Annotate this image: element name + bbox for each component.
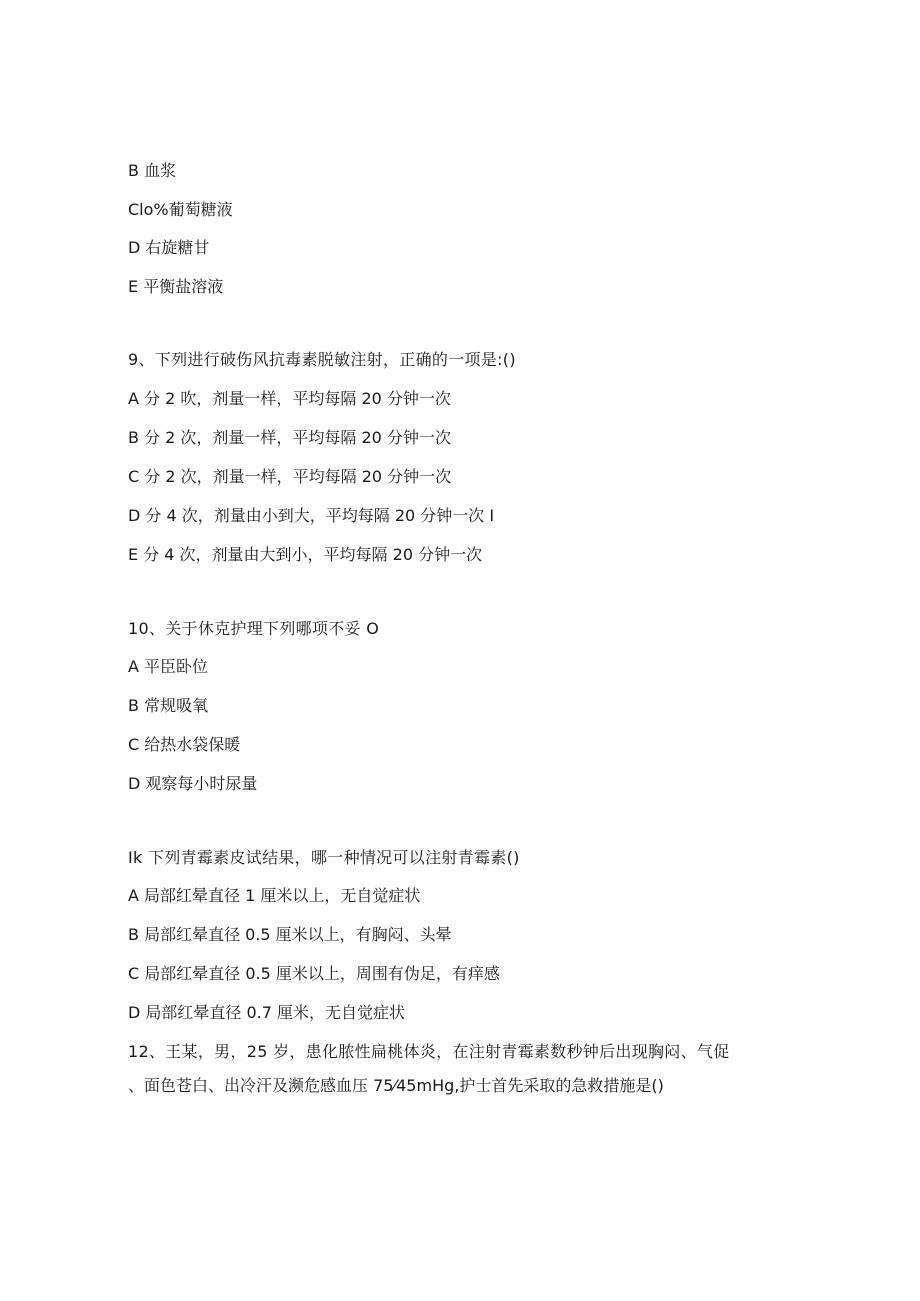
q9-title: 9、下列进行破伤风抗毒素脱敏注射，正确的一项是:() [128,350,516,369]
q10-option-d: D 观察每小时尿量 [128,774,258,793]
q8-option-b: B 血浆 [128,161,177,180]
q10-option-b: B 常规吸氧 [128,696,209,715]
q9-option-b: B 分 2 次，剂量一样，平均每隔 20 分钟一次 [128,428,451,447]
q11-title: Ik 下列青霉素皮试结果，哪一种情况可以注射青霉素() [128,848,520,867]
q11-option-d: D 局部红晕直径 0.7 厘米，无自觉症状 [128,1003,406,1022]
q9-option-d: D 分 4 次，剂量由小到大，平均每隔 20 分钟一次 I [128,506,495,525]
q11-option-a: A 局部红晕直径 1 厘米以上，无自觉症状 [128,886,421,905]
q9-option-a: A 分 2 吹，剂量一样，平均每隔 20 分钟一次 [128,389,451,408]
q12-line-2: 、面色苍白、出冷汗及濒危感血压 75⁄45mHg,护士首先采取的急救措施是() [128,1076,664,1095]
q8-option-e: E 平衡盐溶液 [128,277,224,296]
q10-title: 10、关于休克护理下列哪项不妥 O [128,619,380,638]
q9-option-c: C 分 2 次，剂量一样，平均每隔 20 分钟一次 [128,467,452,486]
q10-option-c: C 给热水袋保暖 [128,735,241,754]
q8-option-c: Clo%葡萄糖液 [128,200,233,219]
q10-option-a: A 平臣卧位 [128,657,209,676]
q12-line-1: 12、王某，男，25 岁，患化脓性扁桃体炎，在注射青霉素数秒钟后出现胸闷、气促 [128,1042,730,1061]
q8-option-d: D 右旋糖甘 [128,238,210,257]
q11-option-c: C 局部红晕直径 0.5 厘米以上，周围有伪足，有痒感 [128,964,500,983]
q9-option-e: E 分 4 次，剂量由大到小，平均每隔 20 分钟一次 [128,545,483,564]
q11-option-b: B 局部红晕直径 0.5 厘米以上，有胸闷、头晕 [128,925,452,944]
